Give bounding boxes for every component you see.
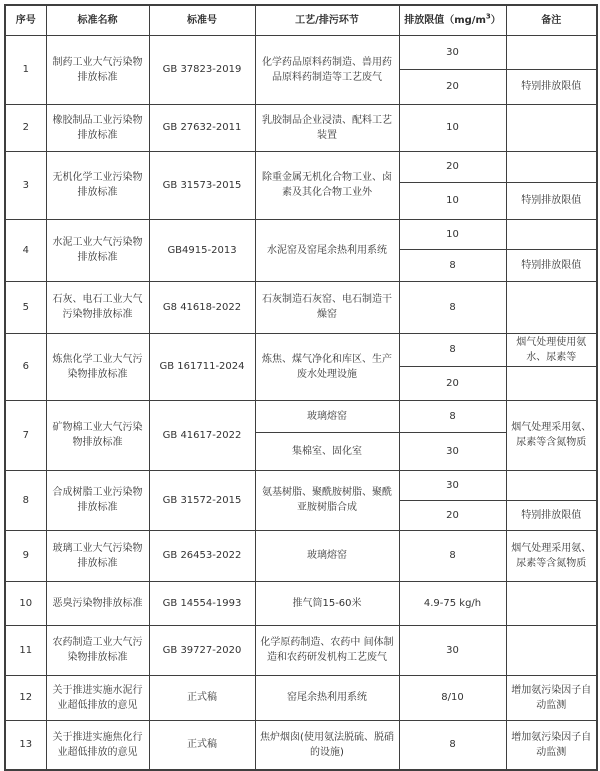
remark-cell: 特别排放限值 (506, 500, 597, 530)
remark-cell (506, 470, 597, 500)
standard-name-cell: 关于推进实施焦化行业超低排放的意见 (46, 720, 149, 770)
process-cell: 石灰制造石灰窑、电石制造干燥窑 (255, 281, 399, 333)
standard-name-cell: 农药制造工业大气污染物排放标准 (46, 625, 149, 675)
remark-cell (506, 151, 597, 182)
row-no-cell: 2 (5, 104, 46, 151)
table-row (5, 400, 597, 432)
table-row (5, 333, 597, 366)
standard-name-cell: 水泥工业大气污染物排放标准 (46, 219, 149, 281)
remark-cell (506, 219, 597, 249)
standard-name-cell: 玻璃工业大气污染物排放标准 (46, 530, 149, 581)
table-row (5, 675, 597, 720)
limit-cell: 8 (399, 530, 506, 581)
col-header-std: 标准号 (149, 5, 255, 35)
limit-cell: 8 (399, 249, 506, 281)
col-header-name: 标准名称 (46, 5, 149, 35)
limit-cell: 10 (399, 219, 506, 249)
limit-cell: 30 (399, 625, 506, 675)
table-row (5, 530, 597, 581)
remark-cell: 烟气处理使用氨水、尿素等 (506, 333, 597, 366)
standard-name-cell: 矿物棉工业大气污染物排放标准 (46, 400, 149, 470)
standard-name-cell: 合成树脂工业污染物排放标准 (46, 470, 149, 530)
process-cell: 玻璃熔窑 (255, 400, 399, 432)
process-cell: 窑尾余热利用系统 (255, 675, 399, 720)
remark-cell (506, 625, 597, 675)
standard-number-cell: GB 14554-1993 (149, 581, 255, 625)
process-cell: 除重金属无机化合物工业、卤素及其化合物工业外 (255, 151, 399, 219)
row-no-cell: 5 (5, 281, 46, 333)
standard-number-cell: GB 31572-2015 (149, 470, 255, 530)
standards-table (4, 4, 598, 771)
standard-number-cell: GB4915-2013 (149, 219, 255, 281)
table-row (5, 35, 597, 69)
limit-header-prefix: 排放限值（mg/m (404, 14, 486, 26)
standard-number-cell: G8 41618-2022 (149, 281, 255, 333)
process-cell: 水泥窑及窑尾余热利用系统 (255, 219, 399, 281)
process-cell: 化学原药制造、农药中 间体制造和农药研发机构工艺废气 (255, 625, 399, 675)
process-cell: 玻璃熔窑 (255, 530, 399, 581)
remark-cell: 烟气处理采用氨、尿素等含氮物质 (506, 400, 597, 470)
table-row (5, 151, 597, 182)
standard-name-cell: 无机化学工业污染物排放标准 (46, 151, 149, 219)
process-cell: 氨基树脂、聚酰胺树脂、聚酰亚胺树脂合成 (255, 470, 399, 530)
limit-cell: 8/10 (399, 675, 506, 720)
row-no-cell: 8 (5, 470, 46, 530)
standard-number-cell: GB 31573-2015 (149, 151, 255, 219)
standard-name-cell: 制药工业大气污染物排放标准 (46, 35, 149, 104)
limit-cell: 8 (399, 333, 506, 366)
process-cell: 推气筒15-60米 (255, 581, 399, 625)
remark-cell: 增加氨污染因子自动监测 (506, 720, 597, 770)
remark-cell (506, 104, 597, 151)
limit-cell: 20 (399, 500, 506, 530)
remark-cell: 增加氨污染因子自动监测 (506, 675, 597, 720)
table-row (5, 581, 597, 625)
standard-name-cell: 炼焦化学工业大气污染物排放标准 (46, 333, 149, 400)
standard-number-cell: GB 27632-2011 (149, 104, 255, 151)
standard-name-cell: 关于推进实施水泥行业超低排放的意见 (46, 675, 149, 720)
table-row (5, 625, 597, 675)
col-header-remark: 备注 (506, 5, 597, 35)
standard-number-cell: 正式稿 (149, 720, 255, 770)
row-no-cell: 3 (5, 151, 46, 219)
standard-number-cell: 正式稿 (149, 675, 255, 720)
table-row (5, 219, 597, 249)
remark-cell (506, 281, 597, 333)
limit-cell: 4.9-75 kg/h (399, 581, 506, 625)
standard-name-cell: 石灰、电石工业大气污染物排放标准 (46, 281, 149, 333)
process-cell: 乳胶制品企业浸渍、配料工艺装置 (255, 104, 399, 151)
remark-cell (506, 581, 597, 625)
header-row (5, 5, 597, 35)
standard-number-cell: GB 161711-2024 (149, 333, 255, 400)
limit-cell: 30 (399, 35, 506, 69)
remark-cell: 烟气处理采用氨、尿素等含氮物质 (506, 530, 597, 581)
remark-cell: 特别排放限值 (506, 69, 597, 104)
limit-cell: 10 (399, 182, 506, 219)
standard-number-cell: GB 41617-2022 (149, 400, 255, 470)
process-cell: 化学药品原料药制造、兽用药品原料药制造等工艺废气 (255, 35, 399, 104)
row-no-cell: 12 (5, 675, 46, 720)
table-row (5, 720, 597, 770)
table-row (5, 470, 597, 500)
limit-header-suffix: ） (490, 14, 501, 26)
process-cell: 焦炉烟囱(使用氨法脱硫、脱硝的设施) (255, 720, 399, 770)
table-row (5, 281, 597, 333)
limit-cell: 10 (399, 104, 506, 151)
row-no-cell: 7 (5, 400, 46, 470)
col-header-limit (399, 5, 506, 35)
row-no-cell: 1 (5, 35, 46, 104)
row-no-cell: 11 (5, 625, 46, 675)
limit-cell: 20 (399, 366, 506, 400)
remark-cell: 特别排放限值 (506, 249, 597, 281)
table-row (5, 104, 597, 151)
standard-number-cell: GB 26453-2022 (149, 530, 255, 581)
remark-cell: 特别排放限值 (506, 182, 597, 219)
row-no-cell: 10 (5, 581, 46, 625)
row-no-cell: 4 (5, 219, 46, 281)
limit-cell: 8 (399, 720, 506, 770)
limit-cell: 8 (399, 400, 506, 432)
row-no-cell: 6 (5, 333, 46, 400)
process-cell: 集棉室、固化室 (255, 432, 399, 470)
limit-cell: 20 (399, 69, 506, 104)
standard-number-cell: GB 39727-2020 (149, 625, 255, 675)
standard-name-cell: 恶臭污染物排放标准 (46, 581, 149, 625)
limit-cell: 20 (399, 151, 506, 182)
limit-cell: 30 (399, 432, 506, 470)
col-header-process: 工艺/排污环节 (255, 5, 399, 35)
limit-cell: 30 (399, 470, 506, 500)
limit-cell: 8 (399, 281, 506, 333)
col-header-no: 序号 (5, 5, 46, 35)
remark-cell (506, 366, 597, 400)
row-no-cell: 9 (5, 530, 46, 581)
standard-number-cell: GB 37823-2019 (149, 35, 255, 104)
remark-cell (506, 35, 597, 69)
process-cell: 炼焦、煤气净化和库区、生产废水处理设施 (255, 333, 399, 400)
limit-unit-superscript: 3 (485, 12, 491, 21)
row-no-cell: 13 (5, 720, 46, 770)
standard-name-cell: 橡胶制品工业污染物排放标准 (46, 104, 149, 151)
